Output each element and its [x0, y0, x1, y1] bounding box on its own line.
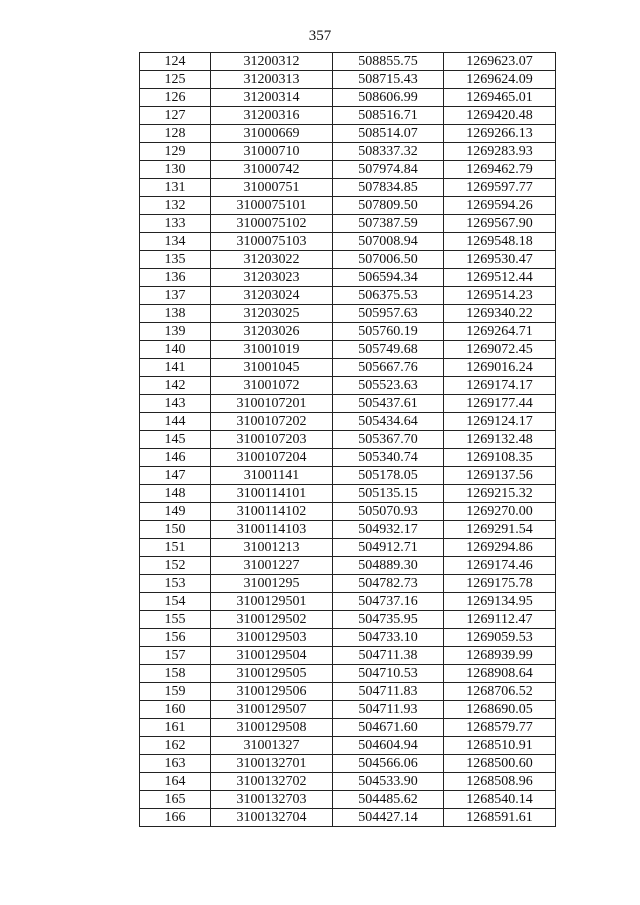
- point-id-cell: 31000751: [211, 179, 333, 197]
- table-row: [140, 323, 556, 341]
- table-row: [140, 521, 556, 539]
- x-coordinate-cell: 505178.05: [333, 467, 444, 485]
- y-coordinate-cell: 1269530.47: [444, 251, 556, 269]
- point-id-cell: 31203024: [211, 287, 333, 305]
- table-row: [140, 215, 556, 233]
- table-row: [140, 629, 556, 647]
- row-number-cell: 165: [140, 791, 211, 809]
- coordinates-table: [139, 52, 556, 827]
- row-number-cell: 163: [140, 755, 211, 773]
- y-coordinate-cell: 1269132.48: [444, 431, 556, 449]
- point-id-cell: 31203022: [211, 251, 333, 269]
- point-id-cell: 3100114101: [211, 485, 333, 503]
- y-coordinate-cell: 1268939.99: [444, 647, 556, 665]
- row-number-cell: 129: [140, 143, 211, 161]
- point-id-cell: 31001141: [211, 467, 333, 485]
- x-coordinate-cell: 508337.32: [333, 143, 444, 161]
- x-coordinate-cell: 507008.94: [333, 233, 444, 251]
- point-id-cell: 3100132701: [211, 755, 333, 773]
- table-row: [140, 179, 556, 197]
- table-row: [140, 359, 556, 377]
- y-coordinate-cell: 1268706.52: [444, 683, 556, 701]
- row-number-cell: 131: [140, 179, 211, 197]
- table-row: [140, 89, 556, 107]
- y-coordinate-cell: 1269124.17: [444, 413, 556, 431]
- x-coordinate-cell: 507809.50: [333, 197, 444, 215]
- y-coordinate-cell: 1269340.22: [444, 305, 556, 323]
- row-number-cell: 130: [140, 161, 211, 179]
- row-number-cell: 144: [140, 413, 211, 431]
- y-coordinate-cell: 1269059.53: [444, 629, 556, 647]
- y-coordinate-cell: 1268908.64: [444, 665, 556, 683]
- point-id-cell: 3100114103: [211, 521, 333, 539]
- point-id-cell: 31001295: [211, 575, 333, 593]
- row-number-cell: 149: [140, 503, 211, 521]
- row-number-cell: 139: [140, 323, 211, 341]
- y-coordinate-cell: 1269624.09: [444, 71, 556, 89]
- table-row: [140, 197, 556, 215]
- row-number-cell: 152: [140, 557, 211, 575]
- table-row: [140, 539, 556, 557]
- row-number-cell: 142: [140, 377, 211, 395]
- y-coordinate-cell: 1269175.78: [444, 575, 556, 593]
- point-id-cell: 3100129508: [211, 719, 333, 737]
- row-number-cell: 146: [140, 449, 211, 467]
- row-number-cell: 126: [140, 89, 211, 107]
- point-id-cell: 31200314: [211, 89, 333, 107]
- x-coordinate-cell: 507387.59: [333, 215, 444, 233]
- point-id-cell: 31203025: [211, 305, 333, 323]
- x-coordinate-cell: 505340.74: [333, 449, 444, 467]
- x-coordinate-cell: 504604.94: [333, 737, 444, 755]
- y-coordinate-cell: 1269462.79: [444, 161, 556, 179]
- x-coordinate-cell: 505135.15: [333, 485, 444, 503]
- y-coordinate-cell: 1268510.91: [444, 737, 556, 755]
- y-coordinate-cell: 1269266.13: [444, 125, 556, 143]
- x-coordinate-cell: 505434.64: [333, 413, 444, 431]
- y-coordinate-cell: 1269137.56: [444, 467, 556, 485]
- point-id-cell: 31000669: [211, 125, 333, 143]
- table-row: [140, 719, 556, 737]
- point-id-cell: 3100129505: [211, 665, 333, 683]
- point-id-cell: 31001072: [211, 377, 333, 395]
- point-id-cell: 3100129503: [211, 629, 333, 647]
- table-row: [140, 467, 556, 485]
- point-id-cell: 31200316: [211, 107, 333, 125]
- y-coordinate-cell: 1269215.32: [444, 485, 556, 503]
- y-coordinate-cell: 1268540.14: [444, 791, 556, 809]
- x-coordinate-cell: 508516.71: [333, 107, 444, 125]
- point-id-cell: 31200312: [211, 53, 333, 71]
- table-row: [140, 503, 556, 521]
- x-coordinate-cell: 505070.93: [333, 503, 444, 521]
- y-coordinate-cell: 1269420.48: [444, 107, 556, 125]
- x-coordinate-cell: 504932.17: [333, 521, 444, 539]
- x-coordinate-cell: 504427.14: [333, 809, 444, 827]
- row-number-cell: 138: [140, 305, 211, 323]
- point-id-cell: 31001019: [211, 341, 333, 359]
- y-coordinate-cell: 1269112.47: [444, 611, 556, 629]
- y-coordinate-cell: 1268508.96: [444, 773, 556, 791]
- table-row: [140, 575, 556, 593]
- y-coordinate-cell: 1268579.77: [444, 719, 556, 737]
- row-number-cell: 134: [140, 233, 211, 251]
- point-id-cell: 31203026: [211, 323, 333, 341]
- y-coordinate-cell: 1269108.35: [444, 449, 556, 467]
- point-id-cell: 3100132702: [211, 773, 333, 791]
- page-number: 357: [308, 28, 332, 44]
- table-row: [140, 755, 556, 773]
- table-row: [140, 53, 556, 71]
- y-coordinate-cell: 1268591.61: [444, 809, 556, 827]
- point-id-cell: 3100107204: [211, 449, 333, 467]
- x-coordinate-cell: 504735.95: [333, 611, 444, 629]
- row-number-cell: 148: [140, 485, 211, 503]
- row-number-cell: 153: [140, 575, 211, 593]
- y-coordinate-cell: 1269465.01: [444, 89, 556, 107]
- table-row: [140, 287, 556, 305]
- x-coordinate-cell: 504737.16: [333, 593, 444, 611]
- table-row: [140, 413, 556, 431]
- table-row: [140, 161, 556, 179]
- table-row: [140, 665, 556, 683]
- y-coordinate-cell: 1268690.05: [444, 701, 556, 719]
- x-coordinate-cell: 504711.93: [333, 701, 444, 719]
- table-row: [140, 557, 556, 575]
- row-number-cell: 128: [140, 125, 211, 143]
- table-row: [140, 71, 556, 89]
- point-id-cell: 3100129502: [211, 611, 333, 629]
- x-coordinate-cell: 508606.99: [333, 89, 444, 107]
- x-coordinate-cell: 505367.70: [333, 431, 444, 449]
- x-coordinate-cell: 506594.34: [333, 269, 444, 287]
- row-number-cell: 161: [140, 719, 211, 737]
- x-coordinate-cell: 505749.68: [333, 341, 444, 359]
- point-id-cell: 31000710: [211, 143, 333, 161]
- point-id-cell: 3100107203: [211, 431, 333, 449]
- row-number-cell: 145: [140, 431, 211, 449]
- row-number-cell: 158: [140, 665, 211, 683]
- row-number-cell: 159: [140, 683, 211, 701]
- x-coordinate-cell: 504671.60: [333, 719, 444, 737]
- table-row: [140, 395, 556, 413]
- table-row: [140, 341, 556, 359]
- y-coordinate-cell: 1269623.07: [444, 53, 556, 71]
- row-number-cell: 151: [140, 539, 211, 557]
- row-number-cell: 147: [140, 467, 211, 485]
- x-coordinate-cell: 507006.50: [333, 251, 444, 269]
- y-coordinate-cell: 1269264.71: [444, 323, 556, 341]
- point-id-cell: 31001327: [211, 737, 333, 755]
- point-id-cell: 3100129507: [211, 701, 333, 719]
- table-row: [140, 737, 556, 755]
- row-number-cell: 136: [140, 269, 211, 287]
- y-coordinate-cell: 1269514.23: [444, 287, 556, 305]
- table-row: [140, 143, 556, 161]
- y-coordinate-cell: 1269283.93: [444, 143, 556, 161]
- point-id-cell: 3100107202: [211, 413, 333, 431]
- point-id-cell: 31000742: [211, 161, 333, 179]
- row-number-cell: 162: [140, 737, 211, 755]
- row-number-cell: 127: [140, 107, 211, 125]
- row-number-cell: 137: [140, 287, 211, 305]
- row-number-cell: 133: [140, 215, 211, 233]
- point-id-cell: 3100075101: [211, 197, 333, 215]
- point-id-cell: 31203023: [211, 269, 333, 287]
- x-coordinate-cell: 505957.63: [333, 305, 444, 323]
- y-coordinate-cell: 1269291.54: [444, 521, 556, 539]
- x-coordinate-cell: 506375.53: [333, 287, 444, 305]
- x-coordinate-cell: 508855.75: [333, 53, 444, 71]
- table-row: [140, 305, 556, 323]
- row-number-cell: 143: [140, 395, 211, 413]
- point-id-cell: 31001045: [211, 359, 333, 377]
- point-id-cell: 31001213: [211, 539, 333, 557]
- y-coordinate-cell: 1269016.24: [444, 359, 556, 377]
- point-id-cell: 3100107201: [211, 395, 333, 413]
- row-number-cell: 140: [140, 341, 211, 359]
- table-row: [140, 449, 556, 467]
- y-coordinate-cell: 1269548.18: [444, 233, 556, 251]
- y-coordinate-cell: 1269174.46: [444, 557, 556, 575]
- table-row: [140, 125, 556, 143]
- x-coordinate-cell: 507974.84: [333, 161, 444, 179]
- point-id-cell: 3100114102: [211, 503, 333, 521]
- table-row: [140, 809, 556, 827]
- x-coordinate-cell: 504782.73: [333, 575, 444, 593]
- point-id-cell: 3100129504: [211, 647, 333, 665]
- x-coordinate-cell: 504889.30: [333, 557, 444, 575]
- row-number-cell: 132: [140, 197, 211, 215]
- table-row: [140, 593, 556, 611]
- table-row: [140, 683, 556, 701]
- x-coordinate-cell: 504711.38: [333, 647, 444, 665]
- table-row: [140, 611, 556, 629]
- table-body: [140, 53, 556, 827]
- y-coordinate-cell: 1269134.95: [444, 593, 556, 611]
- x-coordinate-cell: 504485.62: [333, 791, 444, 809]
- point-id-cell: 3100129501: [211, 593, 333, 611]
- row-number-cell: 125: [140, 71, 211, 89]
- point-id-cell: 3100075103: [211, 233, 333, 251]
- point-id-cell: 31200313: [211, 71, 333, 89]
- x-coordinate-cell: 507834.85: [333, 179, 444, 197]
- y-coordinate-cell: 1269512.44: [444, 269, 556, 287]
- row-number-cell: 156: [140, 629, 211, 647]
- x-coordinate-cell: 504733.10: [333, 629, 444, 647]
- x-coordinate-cell: 504912.71: [333, 539, 444, 557]
- x-coordinate-cell: 504710.53: [333, 665, 444, 683]
- table-row: [140, 791, 556, 809]
- table-row: [140, 269, 556, 287]
- y-coordinate-cell: 1269597.77: [444, 179, 556, 197]
- table-row: [140, 773, 556, 791]
- y-coordinate-cell: 1269270.00: [444, 503, 556, 521]
- table-row: [140, 701, 556, 719]
- point-id-cell: 3100132703: [211, 791, 333, 809]
- y-coordinate-cell: 1269594.26: [444, 197, 556, 215]
- row-number-cell: 160: [140, 701, 211, 719]
- point-id-cell: 3100129506: [211, 683, 333, 701]
- table-row: [140, 485, 556, 503]
- row-number-cell: 157: [140, 647, 211, 665]
- point-id-cell: 31001227: [211, 557, 333, 575]
- row-number-cell: 150: [140, 521, 211, 539]
- table-row: [140, 431, 556, 449]
- row-number-cell: 155: [140, 611, 211, 629]
- x-coordinate-cell: 508715.43: [333, 71, 444, 89]
- y-coordinate-cell: 1268500.60: [444, 755, 556, 773]
- x-coordinate-cell: 508514.07: [333, 125, 444, 143]
- table-row: [140, 377, 556, 395]
- row-number-cell: 166: [140, 809, 211, 827]
- table-row: [140, 647, 556, 665]
- y-coordinate-cell: 1269174.17: [444, 377, 556, 395]
- x-coordinate-cell: 505667.76: [333, 359, 444, 377]
- y-coordinate-cell: 1269294.86: [444, 539, 556, 557]
- x-coordinate-cell: 504711.83: [333, 683, 444, 701]
- x-coordinate-cell: 504533.90: [333, 773, 444, 791]
- point-id-cell: 3100075102: [211, 215, 333, 233]
- row-number-cell: 141: [140, 359, 211, 377]
- row-number-cell: 164: [140, 773, 211, 791]
- x-coordinate-cell: 505523.63: [333, 377, 444, 395]
- table-row: [140, 107, 556, 125]
- table-row: [140, 233, 556, 251]
- x-coordinate-cell: 505760.19: [333, 323, 444, 341]
- row-number-cell: 124: [140, 53, 211, 71]
- point-id-cell: 3100132704: [211, 809, 333, 827]
- y-coordinate-cell: 1269567.90: [444, 215, 556, 233]
- y-coordinate-cell: 1269177.44: [444, 395, 556, 413]
- x-coordinate-cell: 504566.06: [333, 755, 444, 773]
- x-coordinate-cell: 505437.61: [333, 395, 444, 413]
- row-number-cell: 135: [140, 251, 211, 269]
- table-row: [140, 251, 556, 269]
- row-number-cell: 154: [140, 593, 211, 611]
- y-coordinate-cell: 1269072.45: [444, 341, 556, 359]
